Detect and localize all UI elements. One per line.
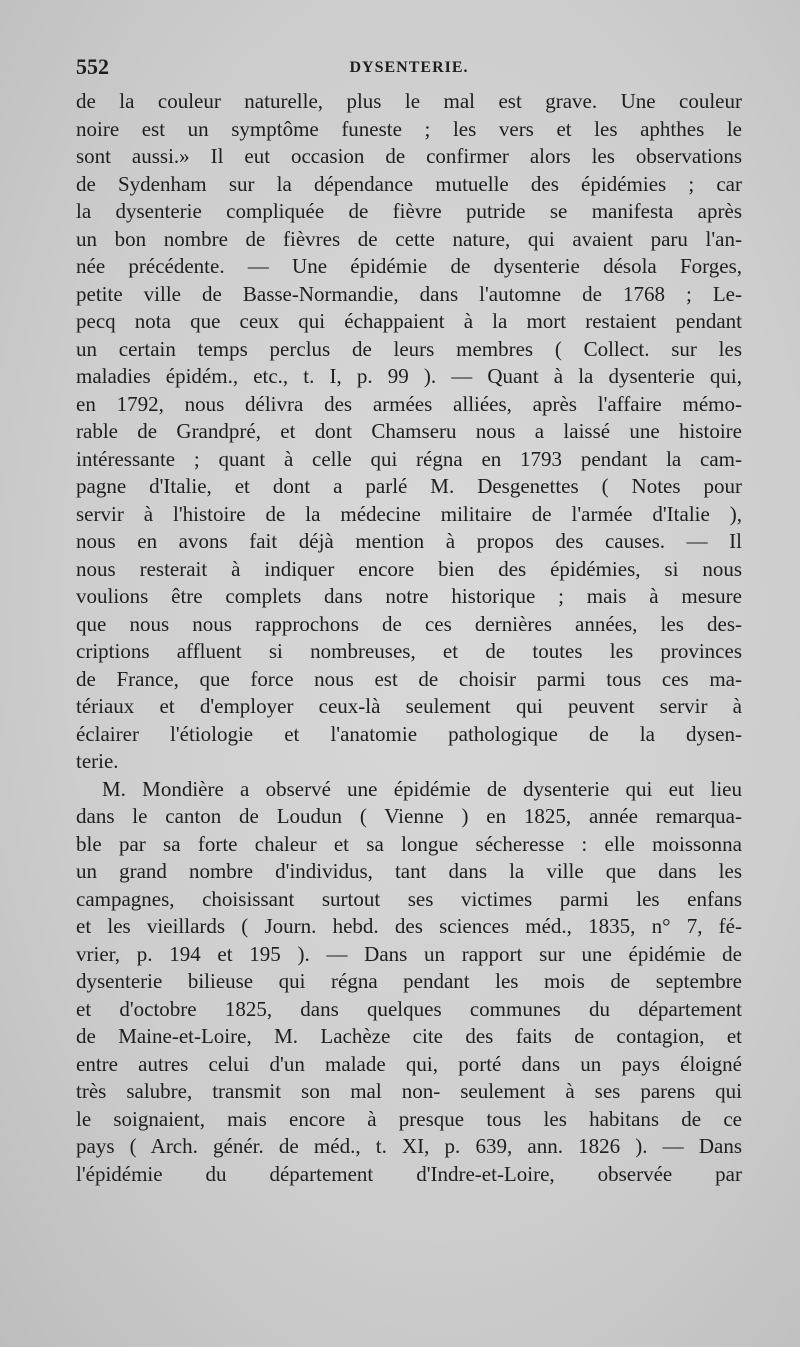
running-title: DYSENTERIE. [349, 59, 469, 76]
text-line: et les vieillards ( Journ. hebd. des sciences méd., 1835, n° 7, fé- [76, 914, 742, 938]
text-line: terie. [76, 749, 119, 773]
text-line: un bon nombre de fièvres de cette nature, qui avaient paru l'an- [76, 226, 742, 251]
text-line: tériaux et d'employer ceux-là seulement qui peuvent servir à [76, 694, 742, 718]
text-line: née précédente. — Une épidémie de dysenterie désola Forges, [76, 254, 742, 278]
text-line: de Sydenham sur la dépendance mutuelle des épidémies ; car [76, 171, 742, 196]
body-text [76, 88, 742, 1188]
text-line: pagne d'Italie, et dont a parlé M. Desgenettes ( Notes pour [76, 474, 742, 498]
text-line: vrier, p. 194 et 195 ). — Dans un rapport sur une épidémie de [76, 941, 742, 966]
text-line: rable de Grandpré, et dont Chamseru nous a laissé une histoire [76, 419, 742, 443]
text-line: le soignaient, mais encore à presque tous les habitans de ce [76, 1106, 742, 1131]
text-line: de France, que force nous est de choisir parmi tous ces ma- [76, 666, 742, 691]
text-line: campagnes, choisissant surtout ses victimes parmi les enfans [76, 886, 742, 911]
text-line: pays ( Arch. génér. de méd., t. XI, p. 639, ann. 1826 ). — Dans [76, 1134, 742, 1158]
text-line: de la couleur naturelle, plus le mal est grave. Une couleur [76, 89, 742, 113]
text-line: que nous nous rapprochons de ces dernières années, les des- [76, 611, 742, 636]
text-line: criptions affluent si nombreuses, et de toutes les provinces [76, 639, 742, 663]
text-line: servir à l'histoire de la médecine militaire de l'armée d'Italie ), [76, 501, 742, 526]
text-line: et d'octobre 1825, dans quelques communes du département [76, 996, 742, 1021]
text-line: voulions être complets dans notre historique ; mais à mesure [76, 584, 742, 608]
text-line: nous resterait à indiquer encore bien des épidémies, si nous [76, 556, 742, 581]
text-line: en 1792, nous délivra des armées alliées, après l'affaire mémo- [76, 391, 742, 416]
text-line: éclairer l'étiologie et l'anatomie pathologique de la dysen- [76, 721, 742, 746]
page-number: 552 [76, 54, 109, 79]
text-line: intéressante ; quant à celle qui régna en 1793 pendant la cam- [76, 446, 742, 471]
text-line: l'épidémie du département d'Indre-et-Loire, observée par [76, 1161, 742, 1186]
text-line: un grand nombre d'individus, tant dans la ville que dans les [76, 859, 742, 883]
text-line: dysenterie bilieuse qui régna pendant les mois de septembre [76, 969, 742, 993]
text-line: petite ville de Basse-Normandie, dans l'automne de 1768 ; Le- [76, 281, 742, 306]
text-line: nous en avons fait déjà mention à propos des causes. — Il [76, 529, 742, 553]
text-line: pecq nota que ceux qui échappaient à la mort restaient pendant [76, 309, 742, 333]
text-line: très salubre, transmit son mal non- seulement à ses parens qui [76, 1079, 742, 1103]
text-line: noire est un symptôme funeste ; les vers et les aphthes le [76, 116, 742, 141]
text-line: la dysenterie compliquée de fièvre putride se manifesta après [76, 199, 742, 223]
text-line: entre autres celui d'un malade qui, porté dans un pays éloigné [76, 1051, 742, 1076]
page-header [76, 54, 742, 86]
text-line: maladies épidém., etc., t. I, p. 99 ). — Quant à la dysenterie qui, [76, 364, 742, 388]
text-line: de Maine-et-Loire, M. Lachèze cite des faits de contagion, et [76, 1024, 742, 1048]
text-line: un certain temps perclus de leurs membres ( Collect. sur les [76, 336, 742, 361]
paragraph-start-line: M. Mondière a observé une épidémie de dysenterie qui eut lieu [102, 776, 742, 801]
text-line: dans le canton de Loudun ( Vienne ) en 1825, année remarqua- [76, 804, 742, 828]
text-line: ble par sa forte chaleur et sa longue sécheresse : elle moissonna [76, 831, 742, 856]
text-line: sont aussi.» Il eut occasion de confirmer alors les observations [76, 144, 742, 168]
